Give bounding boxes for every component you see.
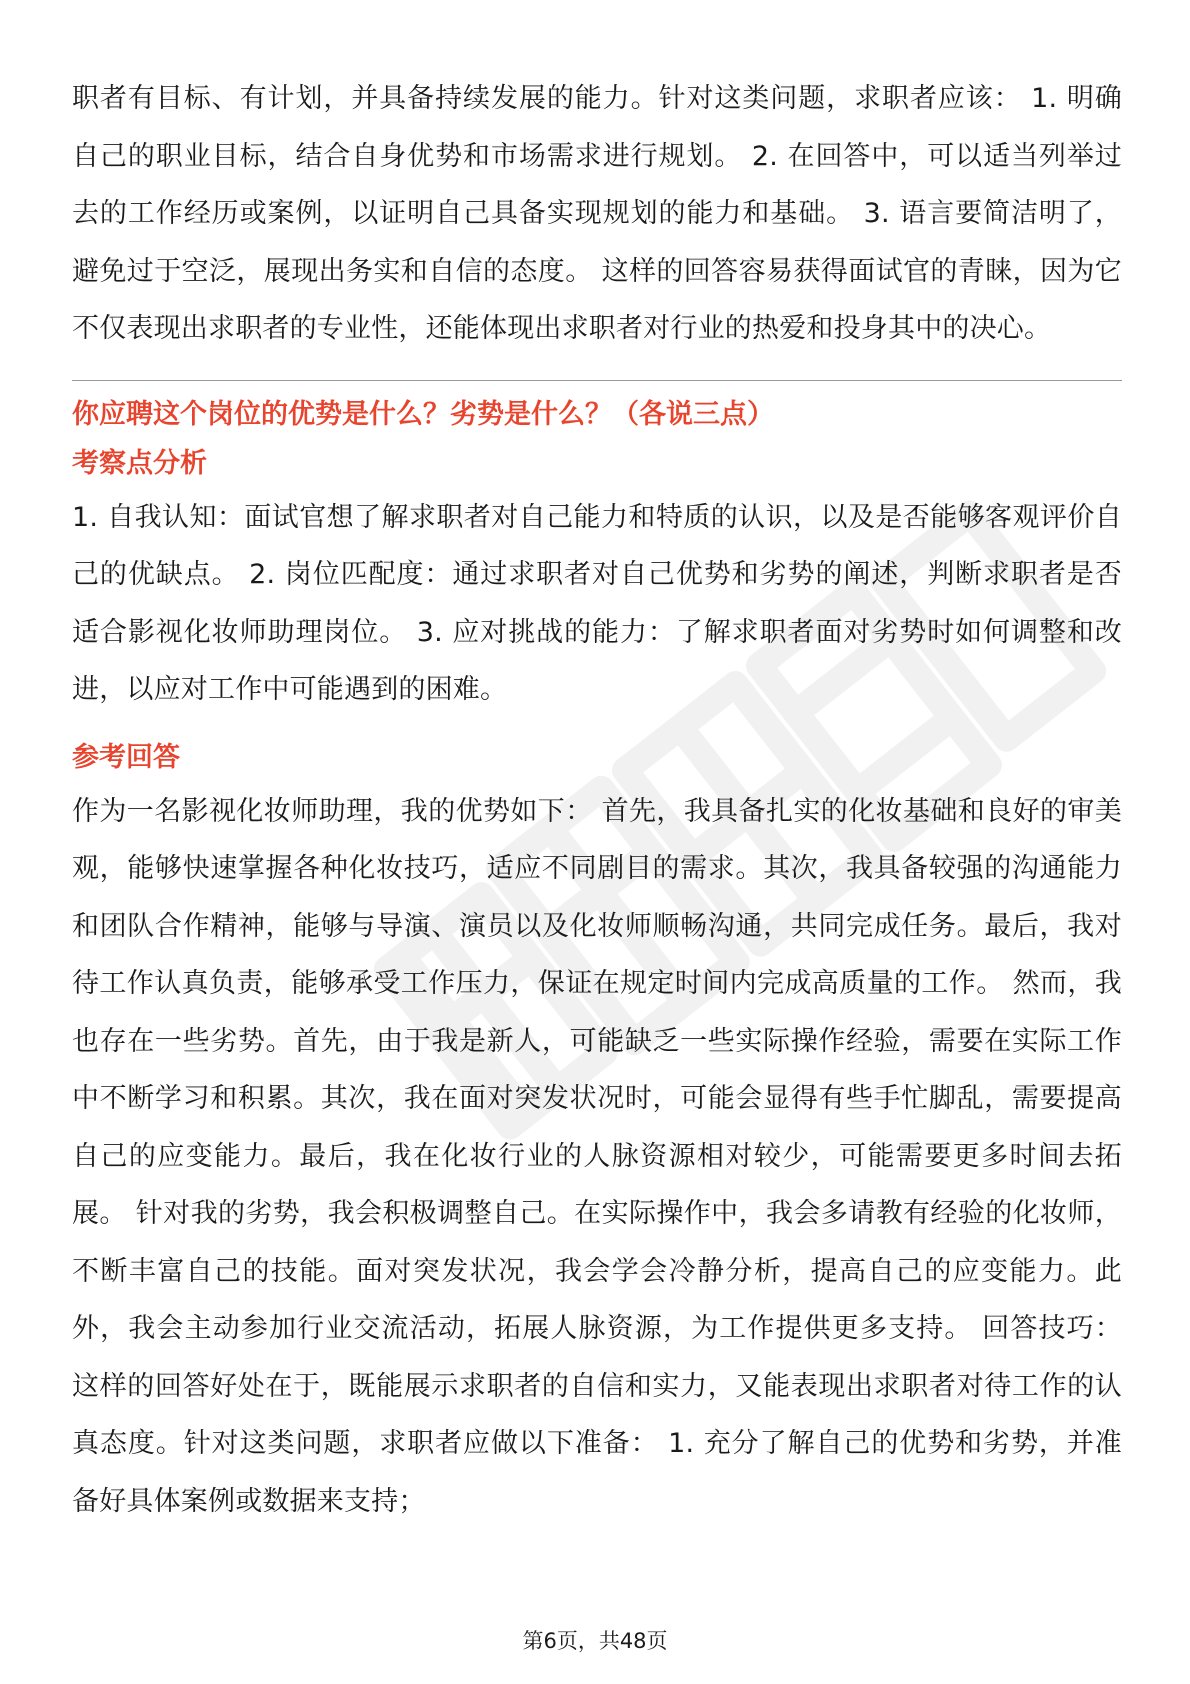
- analysis-text: 1. 自我认知：面试官想了解求职者对自己能力和特质的认识，以及是否能够客观评价自己的优缺点。 2. 岗位匹配度：通过求职者对自己优势和劣势的阐述，判断求职者是否适合影视化妆师助理岗位。 3. 应对挑战的能力：了解求职者面对劣势时如何调整和改进，以应对工作中可能遇到的困难。: [72, 501, 1122, 705]
- question-title: 你应聘这个岗位的优势是什么？劣势是什么？（各说三点）: [72, 398, 774, 430]
- answer-text: 作为一名影视化妆师助理，我的优势如下： 首先，我具备扎实的化妆基础和良好的审美观，能够快速掌握各种化妆技巧，适应不同剧目的需求。其次，我具备较强的沟通能力和团队合作精神，能够与导演、演员以及化妆师顺畅沟通，共同完成任务。最后，我对待工作认真负责，能够承受工作压力，保证在规定时间内完成高质量的工作。 然而，我也存在一些劣势。首先，由于我是新人，可能缺乏一些实际操作经验，需要在实际工作中不断学习和积累。其次，我在面对突发状况时，可能会显得有些手忙脚乱，需要提高自己的应变能力。最后，我在化妆行业的人脉资源相对较少，可能需要更多时间去拓展。 针对我的劣势，我会积极调整自己。在实际操作中，我会多请教有经验的化妆师，不断丰富自己的技能。面对突发状况，我会学会冷静分析，提高自己的应变能力。此外，我会主动参加行业交流活动，拓展人脉资源，为工作提供更多支持。 回答技巧： 这样的回答好处在于，既能展示求职者的自信和实力，又能表现出求职者对待工作的认真态度。针对这类问题，求职者应做以下准备： 1. 充分了解自己的优势和劣势，并准备好具体案例或数据来支持；: [72, 795, 1122, 1517]
- page-number: 第6页，共48页: [522, 1629, 668, 1653]
- intro-paragraph: 职者有目标、有计划，并具备持续发展的能力。针对这类问题，求职者应该： 1. 明确自己的职业目标，结合自身优势和市场需求进行规划。 2. 在回答中，可以适当列举过去的工作经历或案例，以证明自己具备实现规划的能力和基础。 3. 语言要简洁明了，避免过于空泛，展现出务实和自信的态度。 这样的回答容易获得面试官的青睐，因为它不仅表现出求职者的专业性，还能体现出求职者对行业的热爱和投身其中的决心。: [72, 83, 1122, 344]
- analysis-heading: 考察点分析: [72, 447, 207, 479]
- spacer: [72, 719, 1122, 733]
- section-divider: [72, 380, 1122, 381]
- answer-heading: 参考回答: [72, 741, 180, 773]
- document-page: [72, 70, 1122, 1530]
